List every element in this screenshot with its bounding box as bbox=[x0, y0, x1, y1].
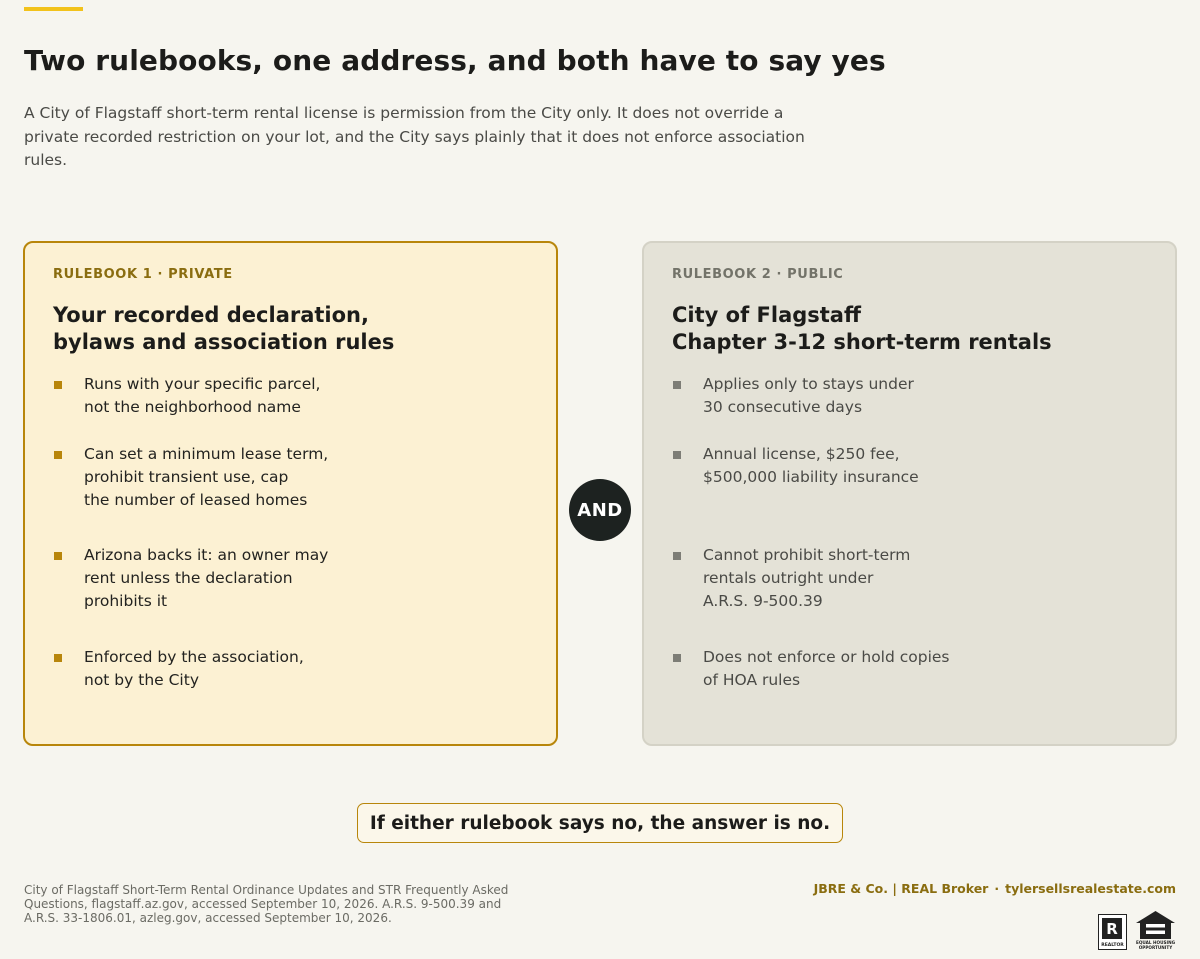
heading-line: Chapter 3-12 short-term rentals bbox=[672, 330, 1052, 354]
rulebook-private-card bbox=[23, 241, 558, 746]
realtor-logo-icon: R REALTOR bbox=[1098, 914, 1127, 950]
rulebook-public-card bbox=[642, 241, 1177, 746]
rulebook-private-eyebrow: RULEBOOK 1 · PRIVATE bbox=[53, 267, 233, 282]
heading-line: City of Flagstaff bbox=[672, 303, 861, 327]
bullet-square-icon bbox=[54, 654, 62, 662]
realtor-logo-text: REALTOR bbox=[1101, 943, 1124, 948]
bullet-line: not by the City bbox=[84, 671, 199, 689]
rulebook-private-heading bbox=[53, 302, 394, 356]
rulebook-public-heading bbox=[672, 302, 1052, 356]
accent-bar bbox=[24, 7, 83, 11]
bullet-line: Can set a minimum lease term, bbox=[84, 445, 329, 463]
brand-separator: · bbox=[994, 881, 1000, 896]
bullet-line: prohibit transient use, cap bbox=[84, 468, 289, 486]
bullet-line: rentals outright under bbox=[703, 569, 874, 587]
bullet-line: Arizona backs it: an owner may bbox=[84, 546, 329, 564]
heading-line: bylaws and association rules bbox=[53, 330, 395, 354]
bullet-line: 30 consecutive days bbox=[703, 398, 863, 416]
intro-paragraph: A City of Flagstaff short-term rental license is permission from the City only. It does not override a private recorded restriction on your lot, and the City says plainly that it does not enforce association rules. bbox=[24, 104, 805, 169]
bullet-line: Annual license, $250 fee, bbox=[703, 445, 900, 463]
bullet-line: prohibits it bbox=[84, 592, 168, 610]
bullet-line: $500,000 liability insurance bbox=[703, 468, 919, 486]
bullet-square-icon bbox=[673, 654, 681, 662]
heading-line: Your recorded declaration, bbox=[53, 303, 369, 327]
bullet-square-icon bbox=[673, 552, 681, 560]
bullet-square-icon bbox=[673, 381, 681, 389]
bullet-line: rent unless the declaration bbox=[84, 569, 293, 587]
bullet-line: Applies only to stays under bbox=[703, 375, 914, 393]
equal-housing-opportunity-icon bbox=[1135, 910, 1176, 950]
bullet-line: the number of leased homes bbox=[84, 491, 308, 509]
bullet-square-icon bbox=[54, 381, 62, 389]
bullet-line: Cannot prohibit short-term bbox=[703, 546, 911, 564]
bullet-square-icon bbox=[54, 451, 62, 459]
brand-company: JBRE & Co. | REAL Broker bbox=[813, 881, 989, 896]
bullet-line: A.R.S. 9-500.39 bbox=[703, 592, 823, 610]
sources-citation: City of Flagstaff Short-Term Rental Ordinance Updates and STR Frequently Asked Questions, flagstaff.az.gov, accessed September 10, 2026. A.R.S. 9-500.39 and A.R.S. 33-1806.01, azleg.gov, accessed September 10, 2026. bbox=[24, 883, 509, 926]
brand-website[interactable]: tylersellsrealestate.com bbox=[1005, 881, 1176, 896]
bullet-line: not the neighborhood name bbox=[84, 398, 301, 416]
bullet-line: of HOA rules bbox=[703, 671, 801, 689]
bullet-square-icon bbox=[54, 552, 62, 560]
bullet-square-icon bbox=[673, 451, 681, 459]
page-title: Two rulebooks, one address, and both have to say yes bbox=[24, 44, 886, 77]
eho-logo-text: EQUAL HOUSING OPPORTUNITY bbox=[1135, 940, 1176, 950]
bullet-line: Enforced by the association, bbox=[84, 648, 304, 666]
verdict-callout: If either rulebook says no, the answer is no. bbox=[357, 803, 843, 843]
brand-line bbox=[814, 881, 1176, 896]
bullet-line: Runs with your specific parcel, bbox=[84, 375, 321, 393]
bullet-line: Does not enforce or hold copies bbox=[703, 648, 950, 666]
and-badge: AND bbox=[569, 479, 631, 541]
compliance-logos bbox=[1098, 910, 1176, 950]
rulebook-public-eyebrow: RULEBOOK 2 · PUBLIC bbox=[672, 267, 844, 282]
